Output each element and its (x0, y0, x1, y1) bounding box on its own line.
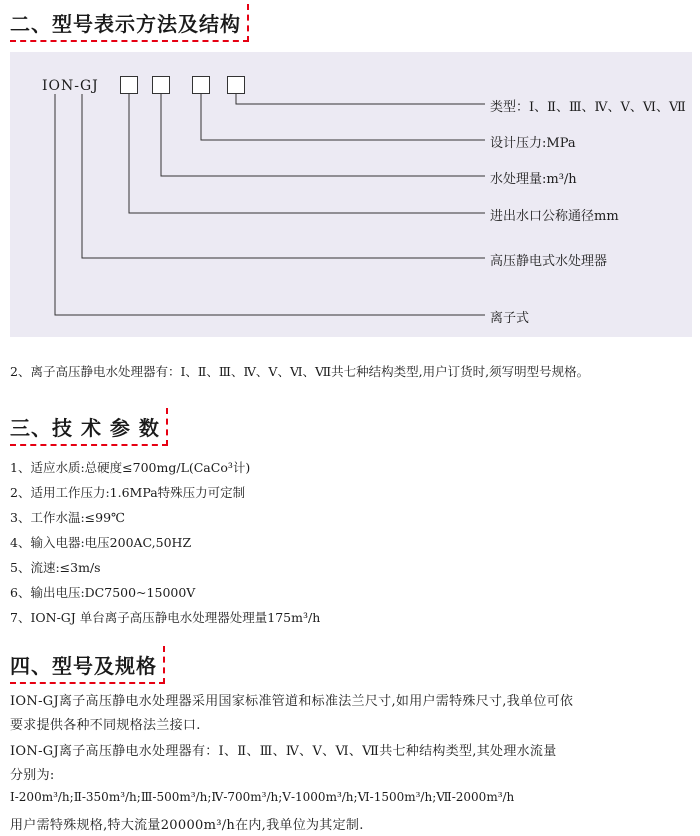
heading-underline (10, 444, 168, 446)
spec-paragraph-line: 分别为: (10, 768, 55, 783)
label-diameter: 进出水口公称通径mm (490, 209, 619, 224)
label-ion-type: 离子式 (490, 311, 530, 326)
leader-pressure (201, 94, 485, 140)
leader-flow (161, 94, 485, 176)
spec-item: 7、ION-GJ 单台离子高压静电水处理器处理量175m³/h (10, 610, 321, 625)
section-2-note: 2、离子高压静电水处理器有：Ⅰ、Ⅱ、Ⅲ、Ⅳ、Ⅴ、Ⅵ、Ⅶ共七种结构类型,用户订货时,须写明型号规格。 (10, 364, 590, 379)
spec-item: 6、输出电压:DC7500~15000V (10, 585, 196, 600)
section-2-heading-text: 二、型号表示方法及结构 (10, 12, 241, 36)
diagram-leader-lines (0, 0, 700, 340)
spec-paragraph-line: ION-GJ离子高压静电水处理器采用国家标准管道和标准法兰尺寸,如用户需特殊尺寸,我单位可依 (10, 694, 574, 709)
label-static-type: 高压静电式水处理器 (490, 254, 608, 269)
label-type: 类型：Ⅰ、Ⅱ、Ⅲ、Ⅳ、Ⅴ、Ⅵ、Ⅶ (490, 100, 686, 115)
spec-item: 1、适应水质:总硬度≤700mg/L(CaCo³计) (10, 460, 251, 475)
heading-underline (10, 682, 165, 684)
flow-rate-list: Ⅰ-200m³/h;Ⅱ-350m³/h;Ⅲ-500m³/h;Ⅳ-700m³/h;Ⅴ-1000m³/h;Ⅵ-1500m³/h;Ⅶ-2000m³/h (10, 790, 515, 804)
leader-type (236, 94, 485, 104)
spec-item: 4、输入电器:电压200AC,50HZ (10, 535, 192, 550)
section-4-heading (10, 650, 157, 679)
section-4-heading-text: 四、型号及规格 (10, 654, 157, 678)
spec-item: 2、适用工作压力:1.6MPa特殊压力可定制 (10, 485, 246, 500)
spec-item: 3、工作水温:≤99℃ (10, 510, 126, 525)
heading-divider (163, 646, 165, 684)
leader-diameter (129, 94, 485, 213)
section-3-heading-text: 三、技 术 参 数 (10, 416, 160, 440)
spec-paragraph-line: 用户需特殊规格,特大流量20000m³/h在内,我单位为其定制. (10, 818, 364, 833)
model-prefix: ION-GJ (42, 78, 99, 94)
heading-divider (166, 408, 168, 446)
spec-paragraph-line: 要求提供各种不同规格法兰接口. (10, 718, 201, 733)
section-3-heading (10, 412, 160, 441)
spec-item: 5、流速:≤3m/s (10, 560, 101, 575)
label-flow: 水处理量:m³/h (490, 172, 577, 187)
leader-ion (55, 94, 485, 315)
label-pressure: 设计压力:MPa (490, 136, 576, 151)
spec-paragraph-line: ION-GJ离子高压静电水处理器有：Ⅰ、Ⅱ、Ⅲ、Ⅳ、Ⅴ、Ⅵ、Ⅶ共七种结构类型,其处理水流量 (10, 744, 557, 759)
